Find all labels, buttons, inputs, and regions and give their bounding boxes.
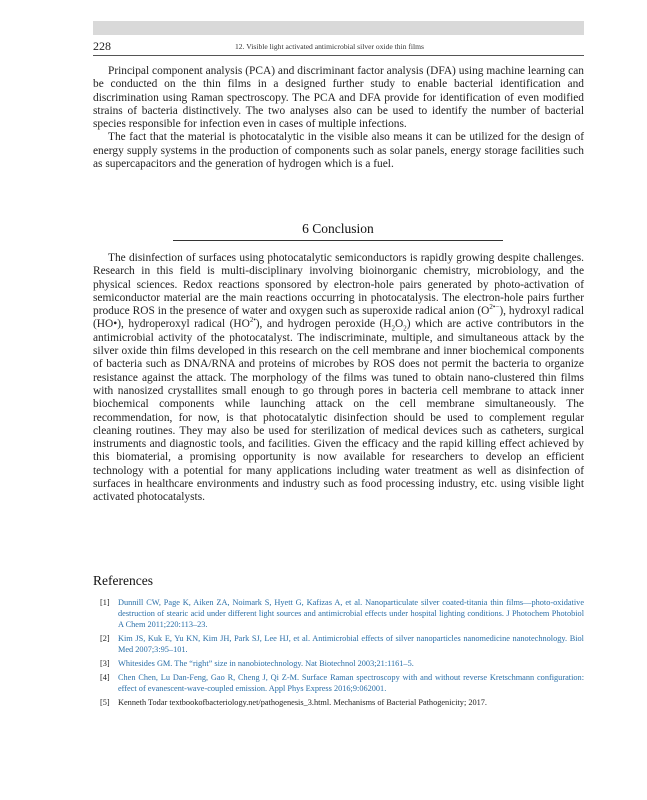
- hydroperoxyl-charge: 2•: [249, 316, 256, 325]
- superoxide-charge: 2•−: [489, 303, 500, 312]
- reference-link[interactable]: Kim JS, Kuk E, Yu KN, Kim JH, Park SJ, Lee HJ, et al. Antimicrobial effects of silver nanoparticles nanomedicine nanotechnology. Biol Med 2007;3:95–101.: [118, 634, 584, 654]
- reference-item: [100, 658, 584, 669]
- peroxide-subscript-2: 2: [403, 324, 407, 333]
- reference-item: [100, 697, 584, 708]
- references-heading: References: [93, 573, 153, 588]
- conclusion-text-2: ), hydroxyl radical (HO•), hydroperoxyl radical (HO: [93, 305, 584, 331]
- running-title: 12. Visible light activated antimicrobial silver oxide thin films: [235, 42, 425, 51]
- header-rule: [93, 55, 584, 56]
- intro-section: [93, 65, 584, 171]
- reference-number: [3]: [100, 659, 110, 668]
- references-list: [100, 597, 584, 711]
- reference-number: [5]: [100, 698, 110, 707]
- conclusion-text-3: ), and hydrogen peroxide (H: [255, 318, 392, 331]
- reference-link[interactable]: Dunnill CW, Page K, Aiken ZA, Noimark S, Hyett G, Kafizas A, et al. Nanoparticulate silver coated-titania thin films—photo-oxidative destruction of stearic acid under different light sources and antimicrobial effects under hospital lighting conditions. J Photochem Photobiol A Chem 2011;220:113–23.: [118, 598, 584, 629]
- reference-number: [4]: [100, 673, 110, 682]
- reference-item: [100, 597, 584, 630]
- reference-text: Kenneth Todar textbookofbacteriology.net/pathogenesis_3.html. Mechanisms of Bacterial Pathogenicity; 2017.: [118, 698, 488, 707]
- conclusion-text-4: O: [395, 318, 404, 331]
- conclusion-paragraph: [93, 252, 584, 505]
- intro-paragraph-2: The fact that the material is photocatalytic in the visible also means it can be utilized for the design of energy supply systems in the production of components such as solar panels, energy storage facilities such as supercapacitors and the generation of hydrogen which is a fuel.: [93, 131, 584, 171]
- reference-item: [100, 633, 584, 655]
- conclusion-section: [93, 252, 584, 505]
- header-bar: [93, 21, 584, 35]
- page-number: 228: [93, 39, 111, 53]
- section-rule: [173, 240, 503, 241]
- reference-number: [1]: [100, 598, 110, 607]
- peroxide-subscript-1: 2: [391, 324, 396, 333]
- reference-number: [2]: [100, 634, 110, 643]
- reference-item: [100, 672, 584, 694]
- reference-link[interactable]: Whitesides GM. The “right” size in nanobiotechnology. Nat Biotechnol 2003;21:1161–5.: [118, 659, 414, 668]
- conclusion-text-5: ) which are active contributors in the antimicrobial activity of the photocatalyst. The indiscriminate, multiple, and simultaneous attack by the silver oxide thin films developed in this research on the cell membrane and inner biochemical components of bacteria such as DNA/RNA and proteins of microbes by ROS does not permit the bacteria to organize resistance against the attack. The morphology of the films was tuned to obtain nano-clustered thin films with nanosized crystallites small enough to go through pores in bacteria cell membrane to attack inner biochemical components while launching attack on the cell membrane simultaneously. The recommendation, for now, is that photocatalytic disinfection should be used to complement regular cleaning routines. They may also be used for sterilization of medical devices such as catheters, surgical instruments and diagnostic tools, and facilities. Given the efficacy and the rapid killing effect achieved by this biomaterial, a promising opportunity is now available for researchers to develop an efficient technology with a potential for many applications including water treatment as well as disinfection of surfaces in healthcare environments and industry such as food processing industry, etc. using visible light activated photocatalysts.: [93, 318, 584, 504]
- reference-link[interactable]: Chen Chen, Lu Dan-Feng, Gao R, Cheng J, Qi Z-M. Surface Raman spectroscopy with and without reverse Kretschmann configuration: effect of evanescent-wave-coupled emission. Appl Phys Express 2016;9:062001.: [118, 673, 584, 693]
- section-title: 6 Conclusion: [302, 221, 374, 236]
- conclusion-text-1: The disinfection of surfaces using photocatalytic semiconductors is rapidly growing despite challenges. Research in this field is multi-disciplinary involving bioinorganic chemistry, microbiology, and the physical sciences. Redox reactions sponsored by electron-hole pairs generated by photo-activation of semiconductor material are the main reactions occurring in photocatalysis. The electron-hole pairs further produce ROS in the presence of water and oxygen such as superoxide radical anion (O: [93, 252, 584, 318]
- intro-paragraph-1: Principal component analysis (PCA) and discriminant factor analysis (DFA) using machine learning can be conducted on the thin films in a designed further study to enable bacterial identification and discrimination using Raman spectroscopy. The PCA and DFA provide for identification of even modified strains of bacteria distinctively. The two analyses also can be used to identify the number of bacterial species responsible for infection even in cases of multiple infections.: [93, 65, 584, 131]
